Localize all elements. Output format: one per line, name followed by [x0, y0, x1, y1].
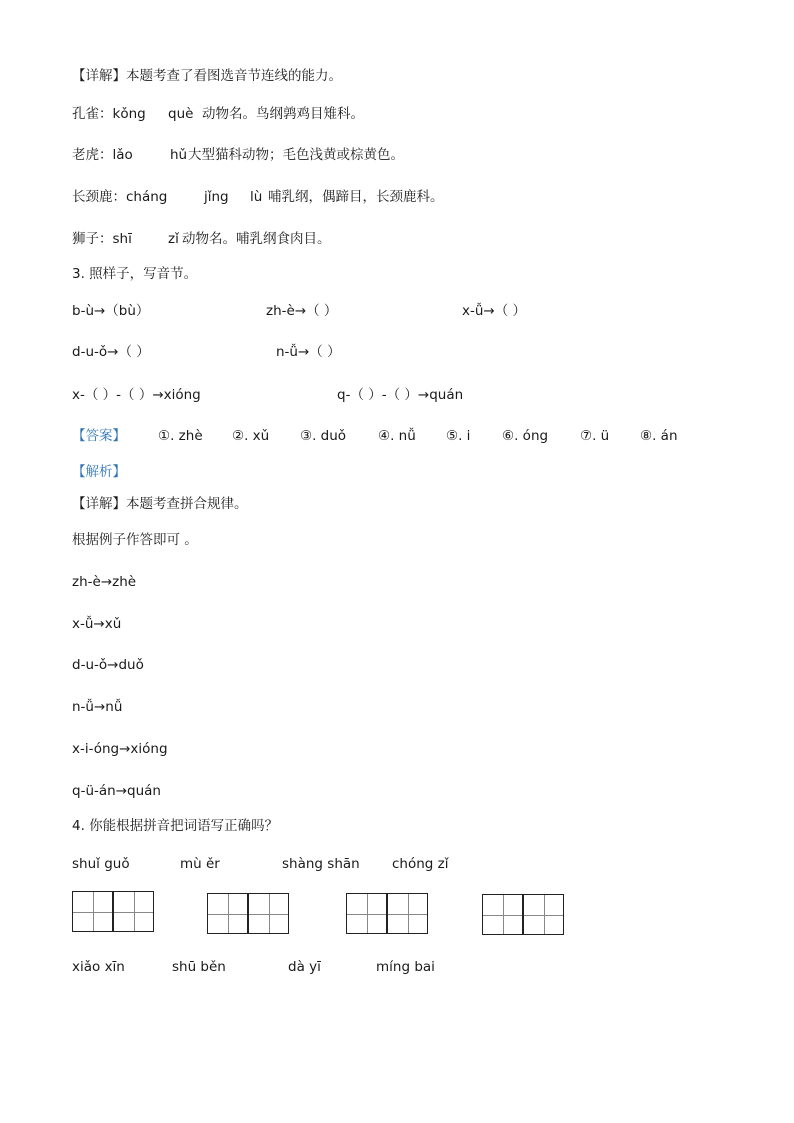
pinyin: què [168, 106, 194, 122]
q4-pinyin-7: dà yī [288, 959, 321, 975]
pinyin: cháng [126, 189, 168, 205]
animal-name: 老虎： [72, 147, 113, 163]
writing-box[interactable] [72, 891, 113, 932]
parse-label: 【解析】 [72, 464, 126, 480]
q3-example: b-ù→（bù） [72, 303, 150, 319]
pinyin: zǐ [168, 231, 179, 247]
q4-pinyin-3: shàng shān [282, 856, 360, 872]
animal-desc: 动物名。哺乳纲食肉目。 [182, 231, 331, 247]
step-line: x-ǚ→xǔ [72, 616, 122, 632]
animal-name: 长颈鹿： [72, 189, 126, 205]
giraffe-row [72, 188, 167, 206]
writing-box[interactable] [113, 891, 154, 932]
lion-row [72, 230, 132, 248]
q3-blank-3: d-u-ǒ→（ ） [72, 344, 150, 360]
detail-heading: 【详解】本题考查了看图选音节连线的能力。 [72, 68, 342, 84]
q3-detail: 【详解】本题考查拼合规律。 [72, 496, 248, 512]
q3-title: 3. 照样子，写音节。 [72, 266, 198, 282]
answer-8: ⑧. án [640, 428, 678, 444]
q3-blank-1: zh-è→（ ） [266, 303, 338, 319]
answer-label: 【答案】 [72, 428, 126, 444]
step-line: q-ü-án→quán [72, 783, 161, 799]
q3-blank-5-6: x-（ ）-（ ）→xióng [72, 387, 201, 403]
animal-name: 孔雀： [72, 106, 113, 122]
writing-box[interactable] [387, 893, 428, 934]
answer-5: ⑤. i [446, 428, 471, 444]
q3-blank-4: n-ǚ→（ ） [276, 344, 341, 360]
writing-box[interactable] [207, 893, 248, 934]
q3-blank-2: x-ǚ→（ ） [462, 303, 527, 319]
animal-desc: 动物名。鸟纲鹑鸡目雉科。 [202, 106, 364, 122]
q4-pinyin-4: chóng zǐ [392, 856, 449, 872]
q4-pinyin-6: shū běn [172, 959, 226, 975]
answer-1: ①. zhè [158, 428, 203, 444]
answer-4: ④. nǚ [378, 428, 416, 444]
step-line: d-u-ǒ→duǒ [72, 657, 144, 673]
animal-name: 狮子： [72, 231, 113, 247]
step-line: zh-è→zhè [72, 574, 137, 590]
pinyin: lù [250, 189, 263, 205]
q3-note: 根据例子作答即可 。 [72, 532, 198, 548]
answer-2: ②. xǔ [232, 428, 270, 444]
q4-pinyin-8: míng bai [376, 959, 435, 975]
pinyin: jǐng [204, 189, 229, 205]
pinyin: lǎo [112, 147, 133, 163]
step-line: x-i-óng→xióng [72, 741, 168, 757]
step-line: n-ǚ→nǚ [72, 699, 123, 715]
peacock-row [72, 105, 146, 123]
writing-box[interactable] [482, 894, 523, 935]
answer-3: ③. duǒ [300, 428, 347, 444]
pinyin: hǔ [170, 147, 188, 163]
animal-desc: 大型猫科动物；毛色浅黄或棕黄色。 [188, 147, 404, 163]
writing-box[interactable] [346, 893, 387, 934]
q4-pinyin-2: mù ěr [180, 856, 220, 872]
writing-box[interactable] [523, 894, 564, 935]
q3-blank-7-8: q-（ ）-（ ）→quán [337, 387, 464, 403]
q4-title: 4. 你能根据拼音把词语写正确吗？ [72, 818, 279, 834]
pinyin: kǒng [112, 106, 146, 122]
answer-6: ⑥. óng [502, 428, 549, 444]
tiger-row [72, 146, 133, 164]
animal-desc: 哺乳纲，偶蹄目，长颈鹿科。 [268, 189, 444, 205]
q4-pinyin-5: xiǎo xīn [72, 959, 125, 975]
pinyin: shī [112, 231, 132, 247]
q4-pinyin-1: shuǐ guǒ [72, 856, 130, 872]
writing-box[interactable] [248, 893, 289, 934]
answer-7: ⑦. ü [580, 428, 610, 444]
